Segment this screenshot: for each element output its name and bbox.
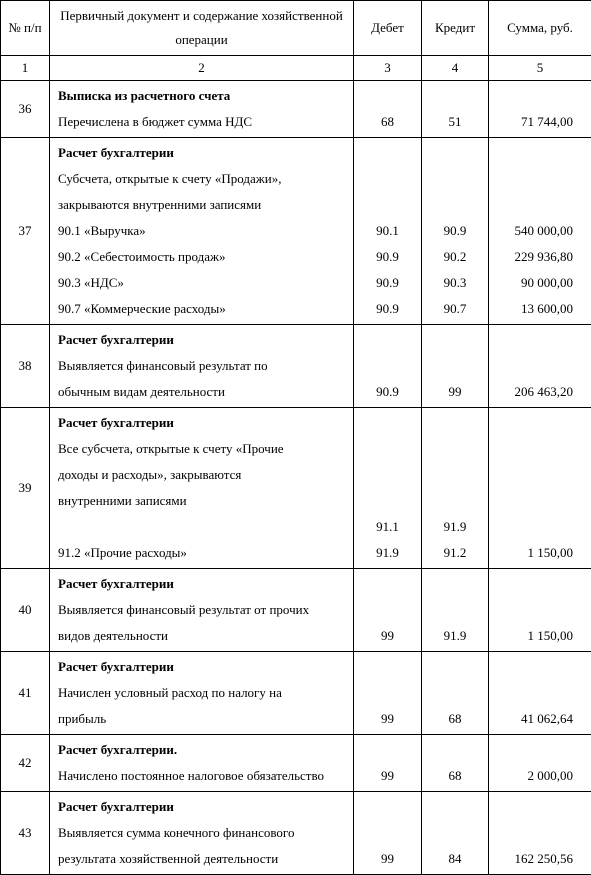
sum-cell <box>489 81 591 138</box>
sum-line <box>489 353 573 379</box>
credit-cell <box>422 408 489 569</box>
debit-line <box>354 436 421 462</box>
sum-cell <box>489 652 591 735</box>
credit-line <box>422 410 488 436</box>
row-number: 39 <box>1 408 50 569</box>
credit-line <box>422 597 488 623</box>
credit-cell <box>422 325 489 408</box>
sum-line: 1 150,00 <box>489 540 573 566</box>
credit-cell <box>422 569 489 652</box>
credit-cell <box>422 652 489 735</box>
header-num: № п/п <box>1 1 50 56</box>
sum-line: 540 000,00 <box>489 218 573 244</box>
sum-line <box>489 436 573 462</box>
credit-line: 68 <box>422 706 488 732</box>
credit-line <box>422 166 488 192</box>
sum-line: 13 600,00 <box>489 296 573 322</box>
debit-line: 99 <box>354 846 421 872</box>
operation-text-line: прибыль <box>58 706 349 732</box>
operation-text-line: Выявляется финансовый результат по <box>58 353 349 379</box>
debit-line: 90.9 <box>354 296 421 322</box>
header-doc: Первичный документ и содержание хозяйственной операции <box>50 1 354 56</box>
table-row <box>1 792 591 875</box>
operation-text-line: Выявляется финансовый результат от прочих <box>58 597 349 623</box>
row-number: 41 <box>1 652 50 735</box>
doc-cell <box>50 652 354 735</box>
debit-line <box>354 192 421 218</box>
index-cell: 5 <box>489 56 591 81</box>
sum-line <box>489 794 573 820</box>
document-title: Расчет бухгалтерии <box>58 571 349 597</box>
credit-line <box>422 462 488 488</box>
doc-cell <box>50 325 354 408</box>
operation-text-line: обычным видам деятельности <box>58 379 349 405</box>
credit-line <box>422 192 488 218</box>
header-debit: Дебет <box>354 1 422 56</box>
table-row <box>1 325 591 408</box>
credit-line: 84 <box>422 846 488 872</box>
debit-line <box>354 488 421 514</box>
row-number: 42 <box>1 735 50 792</box>
index-cell: 4 <box>422 56 489 81</box>
debit-line <box>354 462 421 488</box>
debit-line: 99 <box>354 706 421 732</box>
debit-line <box>354 327 421 353</box>
debit-cell <box>354 735 422 792</box>
debit-line: 90.1 <box>354 218 421 244</box>
debit-line <box>354 410 421 436</box>
doc-cell <box>50 735 354 792</box>
sum-line <box>489 192 573 218</box>
sum-line: 41 062,64 <box>489 706 573 732</box>
row-number: 43 <box>1 792 50 875</box>
debit-line <box>354 737 421 763</box>
operation-text-line: 90.2 «Себестоимость продаж» <box>58 244 349 270</box>
credit-line <box>422 83 488 109</box>
table-row <box>1 569 591 652</box>
document-title: Расчет бухгалтерии <box>58 327 349 353</box>
debit-line <box>354 680 421 706</box>
operation-text-line: Перечислена в бюджет сумма НДС <box>58 109 349 135</box>
credit-cell <box>422 81 489 138</box>
debit-line <box>354 353 421 379</box>
header-sum: Сумма, руб. <box>489 1 591 56</box>
sum-line <box>489 488 573 514</box>
sum-line: 162 250,56 <box>489 846 573 872</box>
header-credit: Кредит <box>422 1 489 56</box>
debit-line <box>354 166 421 192</box>
document-title: Расчет бухгалтерии. <box>58 737 349 763</box>
credit-cell <box>422 792 489 875</box>
operation-text-line: внутренними записями <box>58 488 349 514</box>
operation-text-line <box>58 514 349 540</box>
operation-text-line: результата хозяйственной деятельности <box>58 846 349 872</box>
credit-line: 51 <box>422 109 488 135</box>
credit-line: 90.9 <box>422 218 488 244</box>
debit-line: 90.9 <box>354 270 421 296</box>
operation-text-line: Начислено постоянное налоговое обязательство <box>58 763 349 789</box>
credit-line <box>422 436 488 462</box>
debit-cell <box>354 792 422 875</box>
sum-line: 71 744,00 <box>489 109 573 135</box>
table-row <box>1 735 591 792</box>
sum-line <box>489 514 573 540</box>
credit-line <box>422 680 488 706</box>
debit-line: 68 <box>354 109 421 135</box>
doc-cell <box>50 792 354 875</box>
credit-line <box>422 327 488 353</box>
debit-cell <box>354 652 422 735</box>
operation-text-line: Субсчета, открытые к счету «Продажи», <box>58 166 349 192</box>
index-cell: 1 <box>1 56 50 81</box>
sum-line <box>489 654 573 680</box>
debit-line: 99 <box>354 623 421 649</box>
sum-cell <box>489 735 591 792</box>
sum-cell <box>489 792 591 875</box>
debit-line: 91.1 <box>354 514 421 540</box>
doc-cell <box>50 138 354 325</box>
sum-cell <box>489 325 591 408</box>
sum-line <box>489 166 573 192</box>
debit-cell <box>354 408 422 569</box>
doc-cell <box>50 569 354 652</box>
credit-line: 91.9 <box>422 514 488 540</box>
operation-text-line: Выявляется сумма конечного финансового <box>58 820 349 846</box>
credit-line <box>422 794 488 820</box>
operation-text-line: закрываются внутренними записями <box>58 192 349 218</box>
header-row <box>1 1 591 56</box>
sum-cell <box>489 138 591 325</box>
credit-line <box>422 488 488 514</box>
sum-line: 1 150,00 <box>489 623 573 649</box>
debit-cell <box>354 81 422 138</box>
credit-line: 91.9 <box>422 623 488 649</box>
sum-line: 90 000,00 <box>489 270 573 296</box>
sum-line: 2 000,00 <box>489 763 573 789</box>
credit-line <box>422 820 488 846</box>
debit-cell <box>354 569 422 652</box>
doc-cell <box>50 81 354 138</box>
debit-line <box>354 794 421 820</box>
credit-line: 90.2 <box>422 244 488 270</box>
index-cell: 2 <box>50 56 354 81</box>
credit-line: 99 <box>422 379 488 405</box>
row-number: 40 <box>1 569 50 652</box>
document-title: Расчет бухгалтерии <box>58 140 349 166</box>
sum-line <box>489 83 573 109</box>
sum-cell <box>489 408 591 569</box>
sum-line <box>489 737 573 763</box>
credit-line: 90.3 <box>422 270 488 296</box>
operation-text-line: Начислен условный расход по налогу на <box>58 680 349 706</box>
row-number: 37 <box>1 138 50 325</box>
operation-text-line: Все субсчета, открытые к счету «Прочие <box>58 436 349 462</box>
index-row <box>1 56 591 81</box>
operation-text-line: видов деятельности <box>58 623 349 649</box>
credit-line <box>422 353 488 379</box>
index-cell: 3 <box>354 56 422 81</box>
debit-line <box>354 820 421 846</box>
sum-line <box>489 140 573 166</box>
operation-text-line: 90.7 «Коммерческие расходы» <box>58 296 349 322</box>
debit-line: 90.9 <box>354 244 421 270</box>
sum-line <box>489 327 573 353</box>
credit-line <box>422 654 488 680</box>
sum-line <box>489 462 573 488</box>
operation-text-line: 91.2 «Прочие расходы» <box>58 540 349 566</box>
sum-line: 229 936,80 <box>489 244 573 270</box>
credit-line <box>422 571 488 597</box>
table-row <box>1 81 591 138</box>
credit-line: 68 <box>422 763 488 789</box>
credit-line <box>422 737 488 763</box>
document-title: Выписка из расчетного счета <box>58 83 349 109</box>
table-row <box>1 652 591 735</box>
sum-cell <box>489 569 591 652</box>
debit-cell <box>354 325 422 408</box>
debit-cell <box>354 138 422 325</box>
credit-line <box>422 140 488 166</box>
operation-text-line: 90.3 «НДС» <box>58 270 349 296</box>
table-row <box>1 138 591 325</box>
sum-line <box>489 597 573 623</box>
sum-line <box>489 820 573 846</box>
operation-text-line: доходы и расходы», закрываются <box>58 462 349 488</box>
doc-cell <box>50 408 354 569</box>
operation-text-line: 90.1 «Выручка» <box>58 218 349 244</box>
debit-line: 90.9 <box>354 379 421 405</box>
sum-line <box>489 680 573 706</box>
table-body <box>1 81 591 875</box>
debit-line <box>354 83 421 109</box>
document-title: Расчет бухгалтерии <box>58 654 349 680</box>
debit-line <box>354 597 421 623</box>
row-number: 36 <box>1 81 50 138</box>
row-number: 38 <box>1 325 50 408</box>
debit-line <box>354 654 421 680</box>
sum-line: 206 463,20 <box>489 379 573 405</box>
debit-line <box>354 140 421 166</box>
credit-cell <box>422 735 489 792</box>
debit-line <box>354 571 421 597</box>
table-row <box>1 408 591 569</box>
credit-line: 90.7 <box>422 296 488 322</box>
sum-line <box>489 410 573 436</box>
debit-line: 99 <box>354 763 421 789</box>
document-title: Расчет бухгалтерии <box>58 794 349 820</box>
credit-cell <box>422 138 489 325</box>
sum-line <box>489 571 573 597</box>
debit-line: 91.9 <box>354 540 421 566</box>
credit-line: 91.2 <box>422 540 488 566</box>
document-title: Расчет бухгалтерии <box>58 410 349 436</box>
